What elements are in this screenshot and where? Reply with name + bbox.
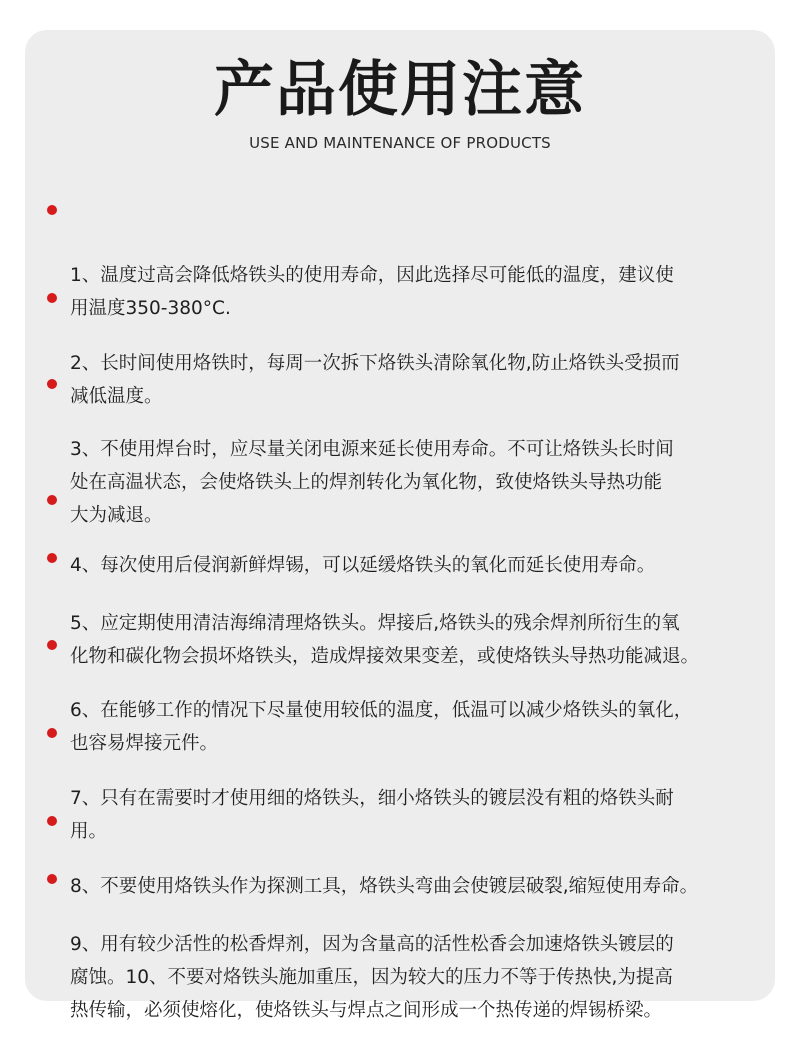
list-item-text: 1、温度过高会降低烙铁头的使用寿命，因此选择尽可能低的温度，建议使 用温度350-380°C. [70, 265, 674, 319]
list-item-text: 7、只有在需要时才使用细的烙铁头，细小烙铁头的镀层没有粗的烙铁头耐 用。 [70, 788, 674, 842]
bullet-icon [47, 816, 57, 826]
bullet-icon [47, 553, 57, 563]
bullet-icon [47, 495, 57, 505]
bullet-icon [47, 728, 57, 738]
list-item-text: 3、不使用焊台时，应尽量关闭电源来延长使用寿命。不可让烙铁头长时间 处在高温状态，会使烙铁头上的焊剂转化为氧化物，致使烙铁头导热功能 大为减退。 [70, 439, 674, 526]
bullet-icon [47, 640, 57, 650]
page-subtitle: USE AND MAINTENANCE OF PRODUCTS [249, 134, 551, 152]
list-item-text: 9、用有较少活性的松香焊剂，因为含量高的活性松香会加速烙铁头镀层的 腐蚀。10、不要对烙铁头施加重压，因为较大的压力不等于传热快,为提高 热传输，必须使熔化，使烙铁头与焊点之间形成一个热传递的焊锡桥梁。 [70, 934, 674, 1021]
list-item-text: 4、每次使用后侵润新鲜焊锡，可以延缓烙铁头的氧化而延长使用寿命。 [70, 555, 656, 576]
bullet-icon [47, 293, 57, 303]
list-item [70, 862, 770, 1027]
bullet-icon [47, 379, 57, 389]
list-item-text: 6、在能够工作的情况下尽量使用较低的温度，低温可以减少烙铁头的氧化， 也容易焊接元件。 [70, 700, 693, 754]
list-item-text: 8、不要使用烙铁头作为探测工具，烙铁头弯曲会使镀层破裂,缩短使用寿命。 [70, 876, 699, 897]
page-title: 产品使用注意 [214, 55, 586, 125]
list-item-text: 2、长时间使用烙铁时，每周一次拆下烙铁头清除氧化物,防止烙铁头受损而 减低温度。 [70, 353, 680, 407]
list-item-text: 5、应定期使用清洁海绵清理烙铁头。焊接后,烙铁头的残余焊剂所衍生的氧 化物和碳化物会损坏烙铁头，造成焊接效果变差，或使烙铁头导热功能减退。 [70, 613, 700, 667]
bullet-icon [47, 874, 57, 884]
bullet-icon [47, 205, 57, 215]
